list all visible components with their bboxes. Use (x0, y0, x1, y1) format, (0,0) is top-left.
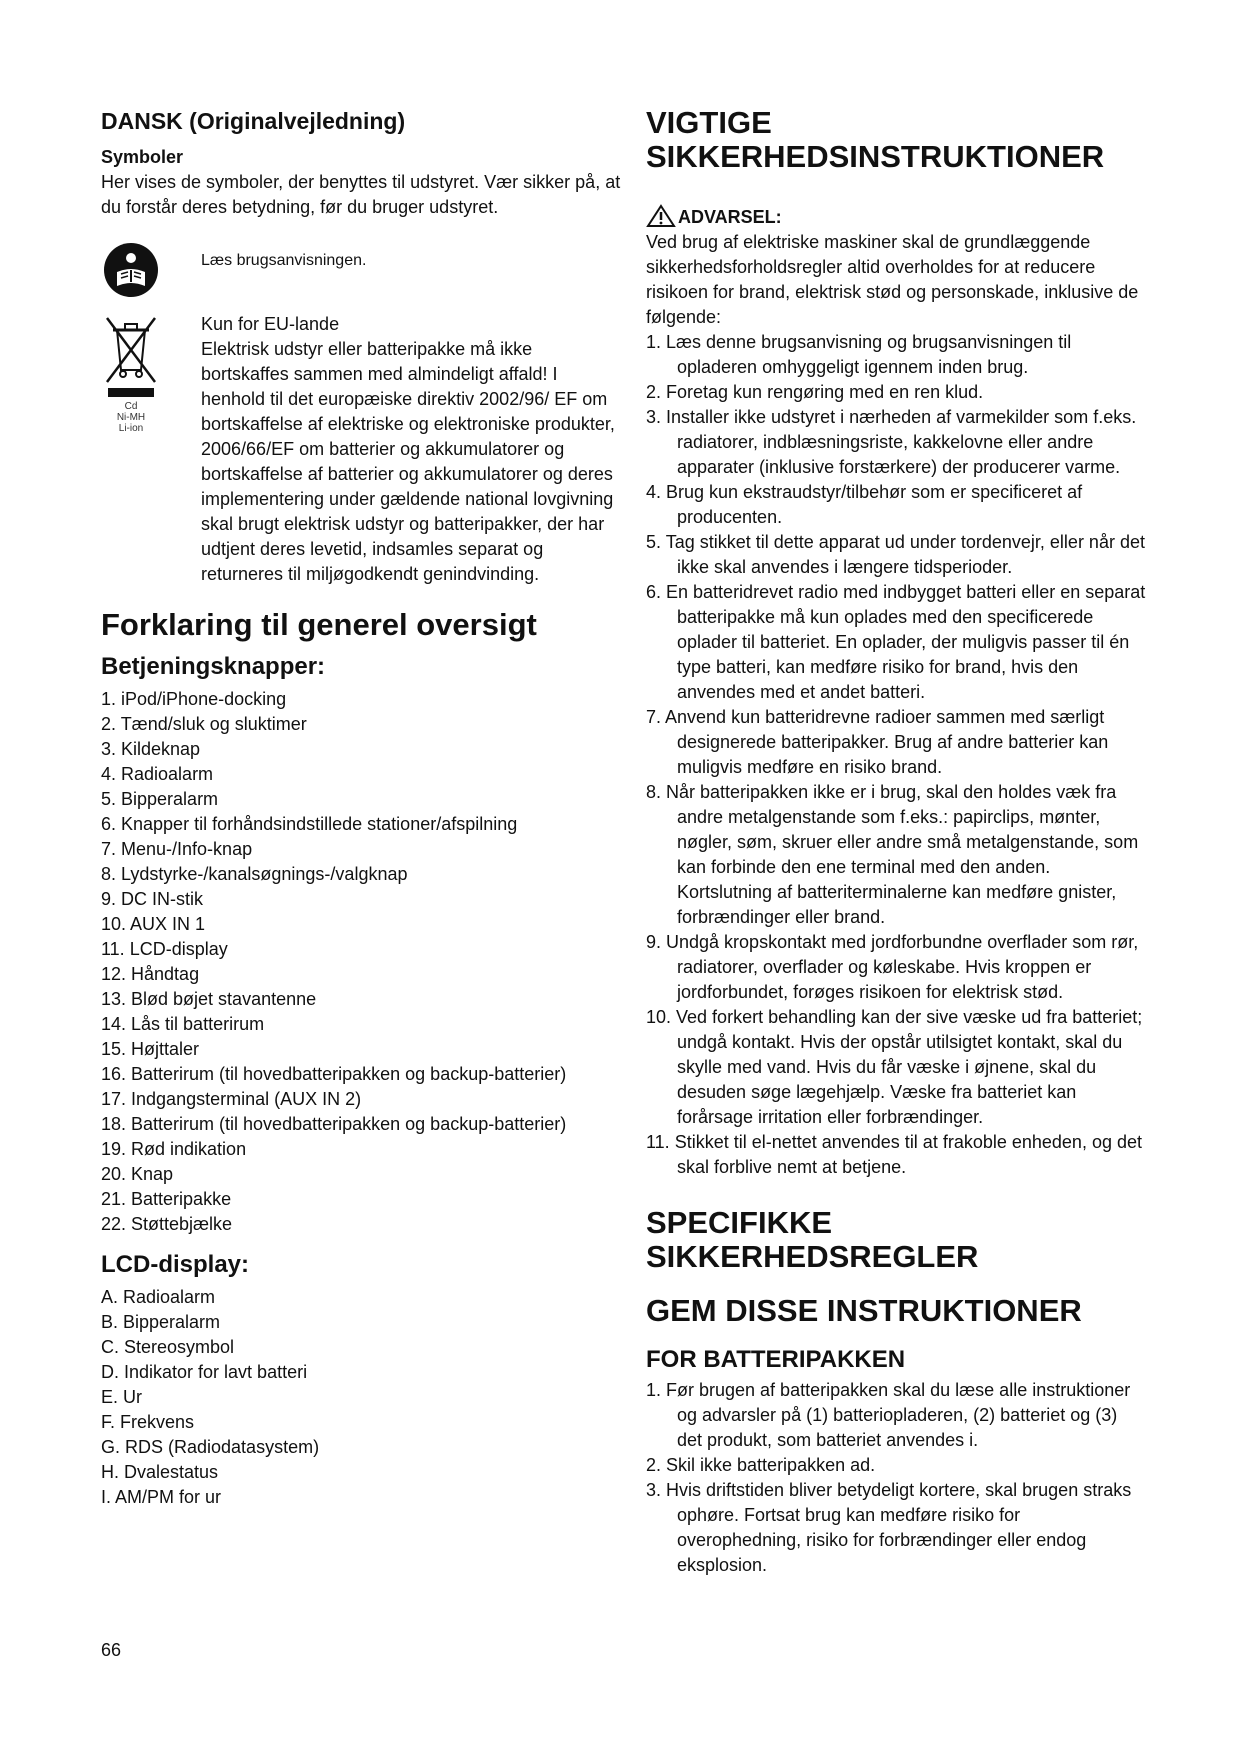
list-item: 5. Bipperalarm (101, 789, 219, 809)
list-item: 22. Støttebjælke (101, 1214, 233, 1234)
eu-disposal-text: Elektrisk udstyr eller batteripakke må ikke bortskaffes sammen med almindeligt affald! I henhold til det europæiske direktiv 2002/96/ EF om bortskaffelse af elektriske og elektroniske produkter, 2006/66/EF om batterier og akkumulatorer og bortskaffelse af batterier og akkumulatorer og deres implementering under gældende national lovgivning skal brugt elektrisk udstyr og batteripakker, der har udtjent deres levetid, indsamles separat og returneres til miljøgodkendt genindvinding. (201, 339, 615, 584)
list-item: 17. Indgangsterminal (AUX IN 2) (101, 1089, 362, 1109)
list-item: 20. Knap (101, 1164, 174, 1184)
list-item: E. Ur (101, 1387, 143, 1407)
list-item: A. Radioalarm (101, 1287, 216, 1307)
save-heading: GEM DISSE INSTRUKTIONER (646, 1293, 1082, 1328)
list-item: 5. Tag stikket til dette apparat ud under tordenvejr, eller når det ikke skal anvendes i længere tidsperioder. (646, 532, 1145, 577)
symbol-eu-text (201, 312, 621, 587)
warning-triangle-icon (646, 204, 676, 228)
buttons-heading: Betjeningsknapper: (101, 653, 326, 680)
battery-label-cd: Cd (124, 401, 138, 412)
symbol-read-manual (101, 240, 621, 312)
list-item: 21. Batteripakke (101, 1189, 232, 1209)
read-manual-icon (101, 240, 201, 305)
lcd-list (101, 1285, 621, 1510)
warning-label: ADVARSEL: (678, 207, 782, 227)
list-item: 3. Installer ikke udstyret i nærheden af varmekilder som f.eks. radiatorer, indblæsningsriste, kakkelovne eller andre apparater (inklusive forstærkere) der producerer varme. (646, 407, 1137, 477)
list-item: I. AM/PM for ur (101, 1487, 222, 1507)
list-item: 1. Før brugen af batteripakken skal du læse alle instruktioner og advarsler på (1) batteriopladeren, (2) batteriet og (3) det produkt, som batteriet anvendes i. (646, 1380, 1131, 1450)
list-item: 4. Brug kun ekstraudstyr/tilbehør som er specificeret af producenten. (646, 482, 1083, 527)
page-number: 66 (101, 1640, 122, 1660)
list-item: 16. Batterirum (til hovedbatteripakken og backup-batterier) (101, 1064, 567, 1084)
lcd-heading: LCD-display: (101, 1251, 250, 1278)
warning-label-row (646, 204, 1146, 228)
list-item: 6. Knapper til forhåndsindstillede stationer/afspilning (101, 814, 518, 834)
specific-heading: SPECIFIKKE SIKKERHEDSREGLER (646, 1205, 979, 1274)
list-item: 1. iPod/iPhone-docking (101, 689, 287, 709)
list-item: 12. Håndtag (101, 964, 200, 984)
list-item: 9. Undgå kropskontakt med jordforbundne overflader som rør, radiatorer, overflader og køleskabe. Hvis kroppen er jordforbundet, forøges risikoen for elektrisk stød. (646, 932, 1139, 1002)
list-item: 11. LCD-display (101, 939, 228, 959)
list-item: 10. AUX IN 1 (101, 914, 206, 934)
list-item: G. RDS (Radiodatasystem) (101, 1437, 320, 1457)
left-column (101, 96, 621, 1510)
list-item: 8. Når batteripakken ikke er i brug, skal den holdes væk fra andre metalgenstande som f.eks.: papirclips, mønter, nøgler, søm, skruer eller andre små metalgenstande, som kan forbinde den ene terminal med den anden. Kortslutning af batteriterminalerne kan medføre gnister, forbrændinger eller brand. (646, 782, 1139, 927)
overview-heading: Forklaring til generel oversigt (101, 607, 537, 642)
list-item: 10. Ved forkert behandling kan der sive væske ud fra batteriet; undgå kontakt. Hvis der opstår utilsigtet kontakt, skal du skylle med vand. Hvis du får væske i øjnene, skal du desuden søge lægehjælp. Væske fra batteriet kan forårsage irritation eller forbrændinger. (646, 1007, 1143, 1127)
eu-only-label: Kun for EU-lande (201, 314, 340, 334)
list-item: 15. Højttaler (101, 1039, 200, 1059)
battery-list (646, 1378, 1146, 1578)
list-item: 2. Skil ikke batteripakken ad. (646, 1455, 876, 1475)
battery-heading: FOR BATTERIPAKKEN (646, 1346, 906, 1373)
list-item: H. Dvalestatus (101, 1462, 219, 1482)
list-item: 6. En batteridrevet radio med indbygget batteri eller en separat batteripakke må kun oplades med den specificerede oplader til batteriet. En oplader, der muligvis passer til én type batteri, kan medføre risiko for brand, hvis den anvendes med et andet batteri. (646, 582, 1146, 702)
list-item: C. Stereosymbol (101, 1337, 235, 1357)
list-item: 1. Læs denne brugsanvisning og brugsanvisningen til opladeren omhyggeligt igennem inden brug. (646, 332, 1072, 377)
weee-bin-icon (101, 312, 201, 447)
list-item: 2. Foretag kun rengøring med en ren klud. (646, 382, 984, 402)
list-item: 3. Kildeknap (101, 739, 201, 759)
symbols-intro: Her vises de symboler, der benyttes til udstyret. Vær sikker på, at du forstår deres betydning, før du bruger udstyret. (101, 172, 621, 217)
list-item: 13. Blød bøjet stavantenne (101, 989, 317, 1009)
symbol-read-text: Læs brugsanvisningen. (201, 252, 367, 269)
list-item: 19. Rød indikation (101, 1139, 247, 1159)
list-item: 9. DC IN-stik (101, 889, 204, 909)
symbol-eu (101, 312, 621, 587)
battery-label-liion: Li-ion (118, 423, 144, 434)
buttons-list (101, 687, 621, 1237)
list-item: 8. Lydstyrke-/kanalsøgnings-/valgknap (101, 864, 408, 884)
list-item: F. Frekvens (101, 1412, 195, 1432)
list-item: 7. Menu-/Info-knap (101, 839, 253, 859)
list-item: 14. Lås til batterirum (101, 1014, 265, 1034)
symbols-heading: Symboler (101, 147, 184, 167)
language-heading: DANSK (Originalvejledning) (101, 108, 406, 134)
list-item: 3. Hvis driftstiden bliver betydeligt kortere, skal brugen straks ophøre. Fortsat brug kan medføre risiko for overophedning, risiko for forbrændinger eller endog eksplosion. (646, 1480, 1132, 1575)
safety-list (646, 330, 1146, 1180)
list-item: B. Bipperalarm (101, 1312, 221, 1332)
list-item: 7. Anvend kun batteridrevne radioer sammen med særligt designerede batteripakker. Brug af andre batterier kan muligvis medføre en risiko brand. (646, 707, 1109, 777)
battery-label-nimh: Ni-MH (116, 412, 146, 423)
list-item: D. Indikator for lavt batteri (101, 1362, 308, 1382)
list-item: 18. Batterirum (til hovedbatteripakken og backup-batterier) (101, 1114, 567, 1134)
list-item: 2. Tænd/sluk og sluktimer (101, 714, 307, 734)
right-column (646, 96, 1146, 1578)
warning-intro: Ved brug af elektriske maskiner skal de grundlæggende sikkerhedsforholdsregler altid overholdes for at reducere risikoen for brand, elektrisk stød og personskade, inklusive de følgende: (646, 232, 1139, 327)
list-item: 11. Stikket til el-nettet anvendes til at frakoble enheden, og det skal forblive nemt at betjene. (646, 1132, 1142, 1177)
safety-heading: VIGTIGE SIKKERHEDSINSTRUKTIONER (646, 105, 1105, 174)
list-item: 4. Radioalarm (101, 764, 214, 784)
